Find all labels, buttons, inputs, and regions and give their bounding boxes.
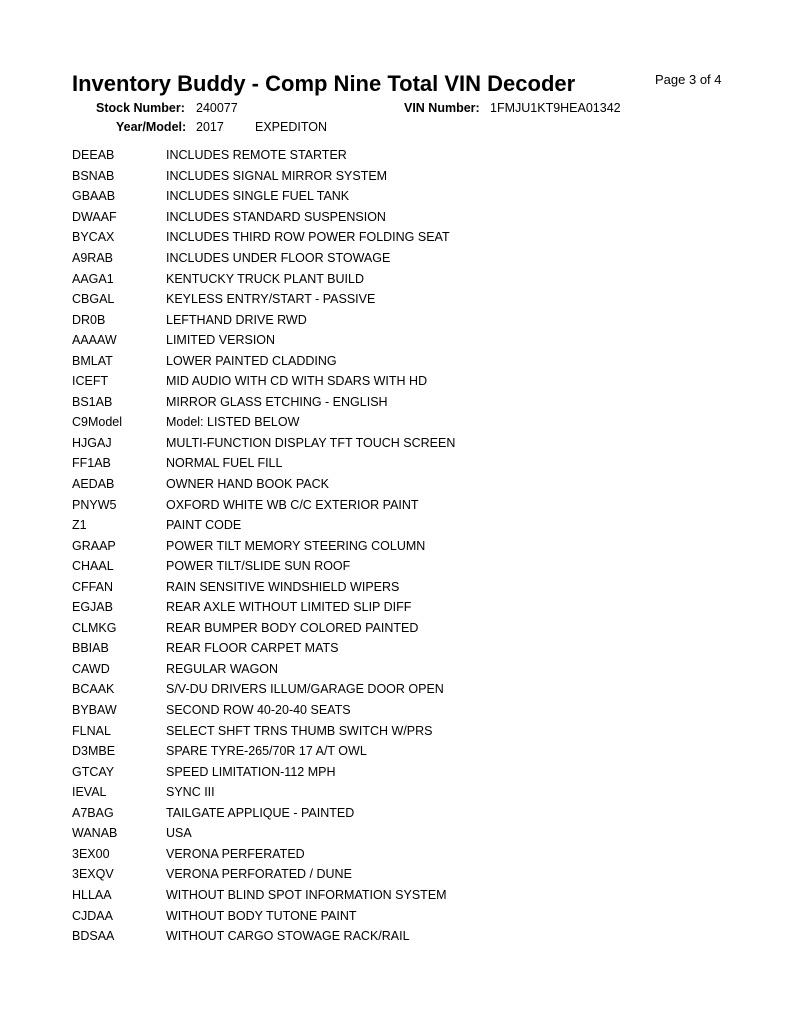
option-description: MID AUDIO WITH CD WITH SDARS WITH HD: [166, 374, 428, 389]
option-row: [72, 494, 455, 515]
option-row: [72, 823, 455, 844]
option-code: 3EXQV: [72, 867, 114, 882]
option-description: RAIN SENSITIVE WINDSHIELD WIPERS: [166, 579, 400, 594]
option-description: INCLUDES SIGNAL MIRROR SYSTEM: [166, 168, 388, 183]
option-description: TAILGATE APPLIQUE - PAINTED: [166, 805, 355, 820]
option-row: [72, 207, 455, 228]
option-row: [72, 597, 455, 618]
option-row: [72, 309, 455, 330]
option-code: BBIAB: [72, 641, 109, 656]
option-description: LOWER PAINTED CLADDING: [166, 353, 337, 368]
vin-number-value: 1FMJU1KT9HEA01342: [490, 101, 621, 115]
option-code: HJGAJ: [72, 435, 112, 450]
year-model-label: Year/Model:: [116, 120, 187, 134]
option-code: CFFAN: [72, 579, 113, 594]
option-description: REAR BUMPER BODY COLORED PAINTED: [166, 620, 419, 635]
option-code: AAAAW: [72, 333, 117, 348]
option-row: [72, 392, 455, 413]
option-description: PAINT CODE: [166, 518, 242, 533]
option-description: REAR AXLE WITHOUT LIMITED SLIP DIFF: [166, 600, 412, 615]
option-code: BYCAX: [72, 230, 115, 245]
option-description: OWNER HAND BOOK PACK: [166, 477, 329, 492]
option-code: GRAAP: [72, 538, 116, 553]
option-description: SECOND ROW 40-20-40 SEATS: [166, 703, 351, 718]
option-row: [72, 926, 455, 947]
option-code: WANAB: [72, 826, 118, 841]
option-code: BSNAB: [72, 168, 115, 183]
option-description: Model: LISTED BELOW: [166, 415, 300, 430]
option-row: [72, 268, 455, 289]
option-row: [72, 433, 455, 454]
option-description: SPARE TYRE-265/70R 17 A/T OWL: [166, 744, 367, 759]
option-description: LEFTHAND DRIVE RWD: [166, 312, 307, 327]
option-code: A7BAG: [72, 805, 114, 820]
option-description: VERONA PERFERATED: [166, 846, 305, 861]
option-code: BMLAT: [72, 353, 113, 368]
option-code: ICEFT: [72, 374, 109, 389]
option-code: CBGAL: [72, 292, 115, 307]
option-row: [72, 679, 455, 700]
option-row: [72, 145, 455, 166]
option-row: [72, 720, 455, 741]
option-description: INCLUDES THIRD ROW POWER FOLDING SEAT: [166, 230, 450, 245]
option-description: WITHOUT BLIND SPOT INFORMATION SYSTEM: [166, 887, 447, 902]
option-code: BDSAA: [72, 929, 115, 944]
stock-number-label: Stock Number:: [96, 101, 185, 115]
year-value: 2017: [196, 120, 224, 134]
option-row: [72, 227, 455, 248]
option-description: POWER TILT/SLIDE SUN ROOF: [166, 559, 351, 574]
option-code: C9Model: [72, 415, 123, 430]
option-description: REGULAR WAGON: [166, 661, 279, 676]
option-row: [72, 535, 455, 556]
option-code: PNYW5: [72, 497, 117, 512]
option-row: [72, 618, 455, 639]
option-row: [72, 248, 455, 269]
option-code: CLMKG: [72, 620, 117, 635]
option-row: [72, 556, 455, 577]
option-description: MULTI-FUNCTION DISPLAY TFT TOUCH SCREEN: [166, 435, 456, 450]
option-description: KEYLESS ENTRY/START - PASSIVE: [166, 292, 376, 307]
option-row: [72, 741, 455, 762]
option-description: SPEED LIMITATION-112 MPH: [166, 764, 336, 779]
option-row: [72, 166, 455, 187]
option-row: [72, 474, 455, 495]
option-row: [72, 885, 455, 906]
option-description: REAR FLOOR CARPET MATS: [166, 641, 339, 656]
option-row: [72, 453, 455, 474]
option-description: WITHOUT CARGO STOWAGE RACK/RAIL: [166, 929, 410, 944]
option-code: HLLAA: [72, 887, 112, 902]
option-row: [72, 638, 455, 659]
option-description: INCLUDES UNDER FLOOR STOWAGE: [166, 251, 391, 265]
option-code: BYBAW: [72, 703, 117, 718]
option-row: [72, 350, 455, 371]
option-code: CJDAA: [72, 908, 113, 923]
option-row: [72, 803, 455, 824]
option-row: [72, 761, 455, 782]
option-code: AEDAB: [72, 477, 115, 492]
stock-number-value: 240077: [196, 101, 238, 115]
option-code: D3MBE: [72, 744, 116, 759]
option-code: DWAAF: [72, 209, 117, 224]
option-row: [72, 659, 455, 680]
option-description: LIMITED VERSION: [166, 333, 276, 348]
option-row: [72, 700, 455, 721]
page-title: Inventory Buddy - Comp Nine Total VIN Decoder: [72, 71, 576, 96]
option-code: Z1: [72, 518, 87, 533]
option-code: DEEAB: [72, 148, 115, 163]
option-description: INCLUDES SINGLE FUEL TANK: [166, 189, 350, 204]
option-row: [72, 576, 455, 597]
option-row: [72, 905, 455, 926]
option-code: GTCAY: [72, 764, 115, 779]
option-description: SYNC III: [166, 785, 215, 800]
option-code: FF1AB: [72, 456, 111, 471]
option-description: WITHOUT BODY TUTONE PAINT: [166, 908, 357, 923]
option-description: OXFORD WHITE WB C/C EXTERIOR PAINT: [166, 497, 419, 512]
option-description: POWER TILT MEMORY STEERING COLUMN: [166, 538, 426, 553]
option-code: FLNAL: [72, 723, 111, 738]
option-code: EGJAB: [72, 600, 113, 615]
option-code: BCAAK: [72, 682, 115, 697]
option-code: IEVAL: [72, 785, 107, 800]
option-code: 3EX00: [72, 846, 110, 861]
option-description: USA: [166, 826, 192, 841]
option-description: KENTUCKY TRUCK PLANT BUILD: [166, 271, 364, 286]
option-code: GBAAB: [72, 189, 116, 204]
option-code: CAWD: [72, 661, 110, 676]
option-row: [72, 412, 455, 433]
option-description: NORMAL FUEL FILL: [166, 456, 283, 471]
option-code: AAGA1: [72, 271, 114, 286]
option-description: S/V-DU DRIVERS ILLUM/GARAGE DOOR OPEN: [166, 682, 444, 697]
option-description: INCLUDES STANDARD SUSPENSION: [166, 209, 386, 224]
option-row: [72, 844, 455, 865]
option-description: SELECT SHFT TRNS THUMB SWITCH W/PRS: [166, 723, 433, 738]
model-value: EXPEDITON: [255, 120, 328, 134]
option-code: BS1AB: [72, 394, 113, 409]
page-number: Page 3 of 4: [655, 72, 722, 87]
option-code: A9RAB: [72, 251, 113, 265]
option-row: [72, 371, 455, 392]
option-row: [72, 330, 455, 351]
option-list: [72, 145, 455, 946]
option-description: MIRROR GLASS ETCHING - ENGLISH: [166, 394, 388, 409]
option-description: VERONA PERFORATED / DUNE: [166, 867, 352, 882]
option-code: CHAAL: [72, 559, 114, 574]
vin-number-label: VIN Number:: [404, 101, 480, 115]
option-row: [72, 864, 455, 885]
option-description: INCLUDES REMOTE STARTER: [166, 148, 347, 163]
option-row: [72, 289, 455, 310]
option-row: [72, 186, 455, 207]
option-code: DR0B: [72, 312, 106, 327]
option-row: [72, 515, 455, 536]
option-row: [72, 782, 455, 803]
